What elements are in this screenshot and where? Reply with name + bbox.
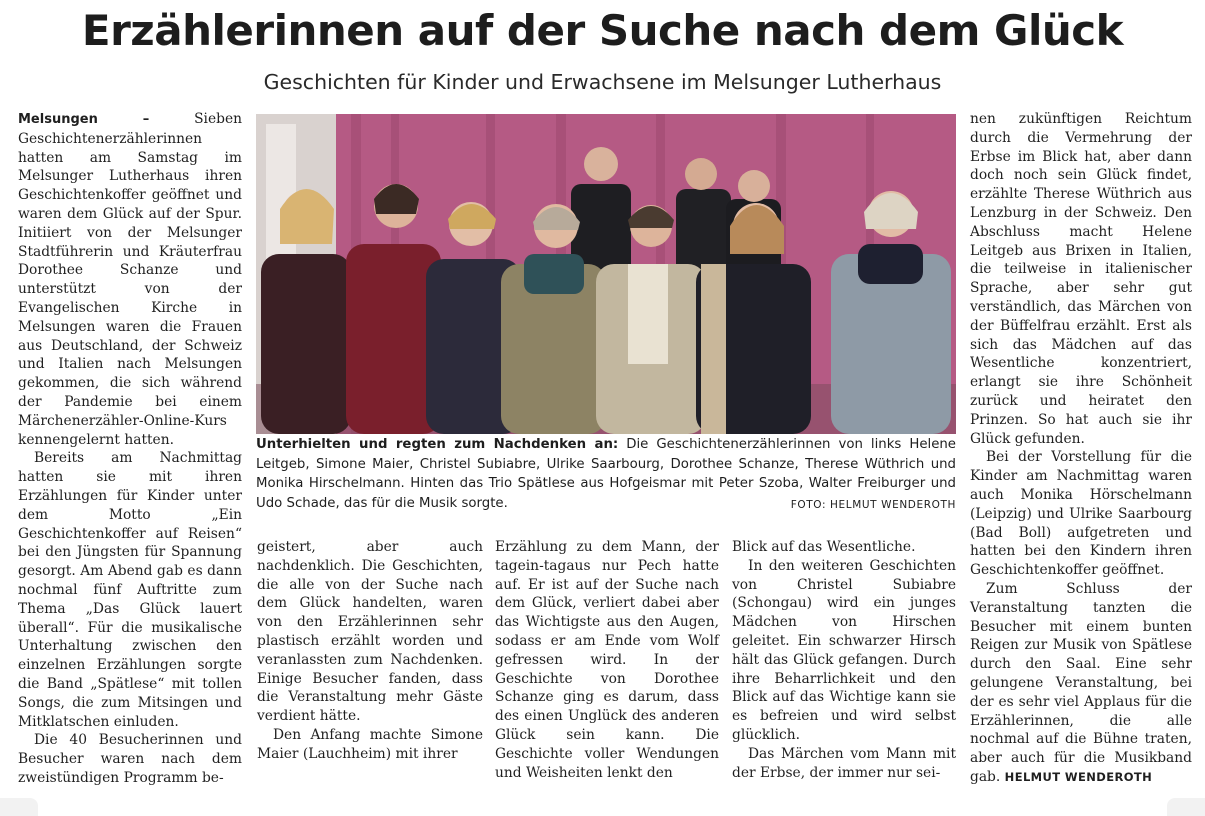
article-paragraph: Bei der Vorstellung für die Kinder am Nachmittag waren auch Monika Hörschelmann (Leipzig) und Ulrike Saarbourg (Bad Boll) aufgetreten und hatten bei den Kindern ihren Geschichtenkoffer geöffnet. xyxy=(970,449,1192,579)
article-column-4 xyxy=(732,538,956,782)
photo-credit: FOTO: HELMUT WENDEROTH xyxy=(790,498,956,511)
article-text: Zum Schluss der Veranstaltung tanzten die Besucher mit einem bunten Reigen zur Musik von Spätlese durch den Saal. Eine sehr gelungene Veranstaltung, bei der es sehr viel Applaus für die Erzählerinnen, die alle nochmal auf die Bühne traten, aber auch für die Musikband gab. xyxy=(970,580,1192,785)
article-column-1 xyxy=(18,110,242,788)
article-paragraph: geistert, aber auch nachdenklich. Die Geschichten, die alle von der Suche nach dem Glück handelten, waren von den Erzählerinnen sehr plastisch erzählt worden und veranlassten zum Nachdenken. Einige Besucher fanden, dass die Veranstaltung mehr Gäste verdient hätte. xyxy=(257,539,483,725)
article-paragraph xyxy=(18,110,242,449)
article-paragraph: In den weiteren Geschichten von Christel Subiabre (Schongau) wird ein junges Mädchen von Hirschen geleitet. Ein schwarzer Hirsch hält das Glück gefangen. Durch ihre Beharrlichkeit und den Blick auf das Wichtige kann sie es befreien und wird selbst glücklich. xyxy=(732,557,956,743)
article-paragraph: Das Märchen vom Mann mit der Erbse, der immer nur sei- xyxy=(732,745,956,781)
page-corner xyxy=(1167,798,1205,816)
article-column-5 xyxy=(970,110,1192,787)
page-corner xyxy=(0,798,38,816)
article-paragraph: Den Anfang machte Simone Maier (Lauchheim) mit ihrer xyxy=(257,726,483,762)
article-text: Sieben Geschichtenerzählerinnen hatten am Samstag im Melsunger Lutherhaus ihren Geschichtenkoffer geöffnet und waren dem Glück auf der Spur. Initiiert von der Melsunger Stadtführerin und Kräuterfrau Dorothee Schanze und unterstützt von der Evangelischen Kirche in Melsungen waren die Frauen aus Deutschland, der Schweiz und Italien nach Melsungen gekommen, die sich während der Pandemie bei einem Märchenerzähler-Online-Kurs kennengelernt hatten. xyxy=(18,111,242,448)
article-paragraph: Blick auf das Wesentliche. xyxy=(732,539,916,555)
article-paragraph xyxy=(970,580,1192,787)
article-headline: Erzählerinnen auf der Suche nach dem Glück xyxy=(81,6,1124,55)
article-subheadline: Geschichten für Kinder und Erwachsene im Melsunger Lutherhaus xyxy=(263,70,942,94)
article-paragraph: Die 40 Besucherinnen und Besucher waren nach dem zweistündigen Programm be- xyxy=(18,732,242,786)
group-photo-image xyxy=(256,114,956,434)
group-photo xyxy=(256,114,956,434)
article-paragraph: nen zukünftigen Reichtum durch die Vermehrung der Erbse im Blick hat, aber dann doch noch sein Glück findet, erzählte Therese Wüthrich aus Lenzburg in der Schweiz. Den Abschluss macht Helene Leitgeb aus Brixen in Italien, die teilweise in italienischer Sprache, aber sehr gut verständlich, das Märchen von der Büffelfrau erzählt. Erst als sich das Mädchen auf das Wesentliche konzentriert, erlangt sie ihre Schönheit zurück und heiratet den Prinzen. So hat auch sie ihr Glück gefunden. xyxy=(970,111,1192,447)
article-paragraph: Erzählung zu dem Mann, der tagein-tagaus nur Pech hatte auf. Er ist auf der Suche nach dem Glück, verliert dabei aber das Wichtigste aus den Augen, sodass er am Ende vom Wolf gefressen wird. In der Geschichte von Dorothee Schanze ging es darum, dass des einen Unglück des anderen Glück sein kann. Die Geschichte voller Wendungen und Weisheiten lenkt den xyxy=(495,539,719,781)
article-paragraph: Bereits am Nachmittag hatten sie mit ihren Erzählungen für Kinder unter dem Motto „Ein Geschichtenkoffer auf Reisen“ bei den Jüngsten für Spannung gesorgt. Am Abend gab es dann nochmal fünf Auftritte zum Thema „Das Glück lauert überall“. Für die musikalische Unterhaltung zwischen den einzelnen Erzählungen sorgte die Band „Spätlese“ mit tollen Songs, die zum Mitsingen und Mitklatschen einluden. xyxy=(18,450,242,730)
author-signature: HELMUT WENDEROTH xyxy=(1004,769,1153,784)
photo-caption-text: Die Geschichtenerzählerinnen von links Helene Leitgeb, Simone Maier, Christel Subiabre, Ulrike Saarbourg, Dorothee Schanze, Therese Wüthrich und Monika Hirschelmann. Hinten das Trio Spätlese aus Hofgeismar mit Peter Szoba, Walter Freiburger und Udo Schade, das für die Musik sorgte. xyxy=(256,437,956,511)
article-dateline: Melsungen – xyxy=(18,112,150,127)
article-column-3 xyxy=(495,538,719,782)
photo-caption-lead: Unterhielten und regten zum Nachdenken an: xyxy=(256,437,619,452)
article-column-2 xyxy=(257,538,483,764)
photo-caption xyxy=(256,435,956,515)
